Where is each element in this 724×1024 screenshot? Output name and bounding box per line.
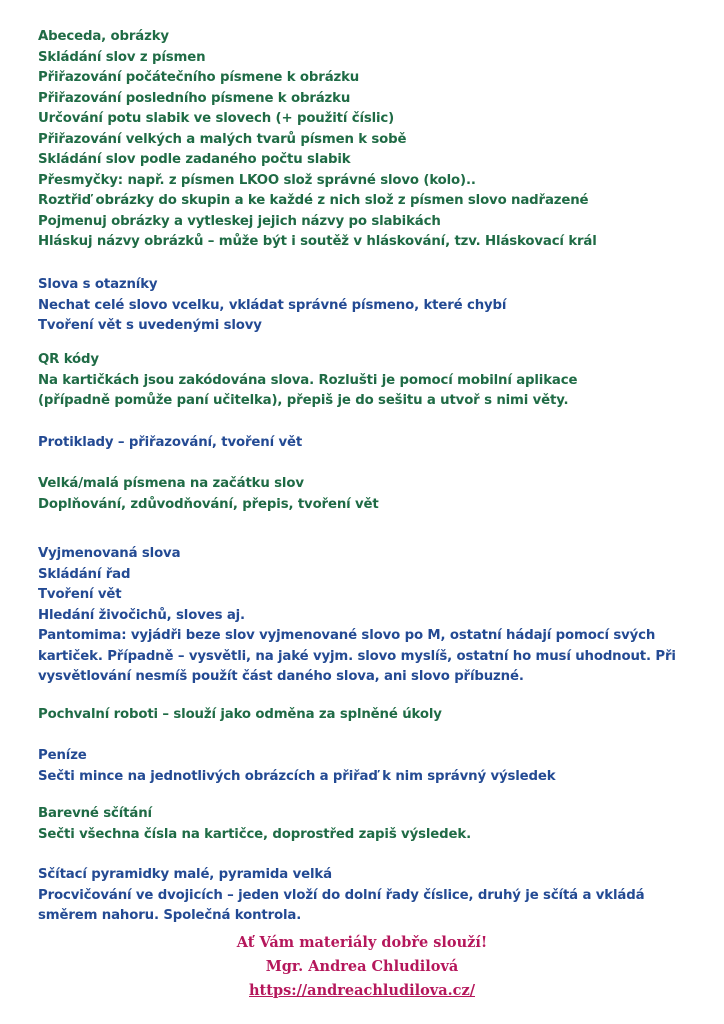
section-heading: QR kódy: [38, 352, 99, 367]
text-line: Skládání slov z písmen: [38, 49, 206, 65]
text-line: Skládání řad: [38, 566, 131, 582]
section-heading: Peníze: [38, 748, 87, 763]
text-line: Hledání živočichů, sloves aj.: [38, 607, 245, 623]
section-heading: Velká/malá písmena na začátku slov: [38, 476, 304, 491]
text-line: (případně pomůže paní učitelka), přepiš je do sešitu a utvoř s nimi věty.: [38, 393, 569, 408]
section-heading: Slova s otazníky: [38, 277, 158, 292]
text-line: Roztřiď obrázky do skupin a ke každé z nich slož z písmen slovo nadřazené: [38, 193, 589, 208]
text-line: směrem nahoru. Společná kontrola.: [38, 908, 302, 923]
text-line: Určování potu slabik ve slovech (+ použití číslic): [38, 111, 395, 126]
text-line: Sečti všechna čísla na kartičce, doprostřed zapiš výsledek.: [38, 826, 471, 842]
text-line: Pojmenuj obrázky a vytleskej jejich názvy po slabikách: [38, 213, 441, 229]
text-line: Skládání slov podle zadaného počtu slabik: [38, 152, 351, 167]
section-heading: Barevné sčítání: [38, 806, 152, 821]
text-line: Tvoření vět: [38, 587, 122, 602]
text-line: Sečti mince na jednotlivých obrázcích a přiřaď k nim správný výsledek: [38, 768, 556, 784]
text-line: Doplňování, zdůvodňování, přepis, tvoření vět: [38, 496, 379, 512]
website-link[interactable]: https://andreachludilova.cz/: [249, 982, 475, 999]
section-heading: Protiklady – přiřazování, tvoření vět: [38, 435, 303, 450]
section-heading: Vyjmenovaná slova: [38, 546, 181, 561]
text-line: Hláskuj názvy obrázků – může být i soutěž v hláskování, tzv. Hláskovací král: [38, 234, 597, 249]
footer-author: Mgr. Andrea Chludilová: [265, 958, 459, 975]
text-line: Tvoření vět s uvedenými slovy: [38, 318, 262, 333]
text-line: Pantomima: vyjádři beze slov vyjmenované slovo po M, ostatní hádají pomocí svých: [38, 628, 656, 643]
section-heading: Sčítací pyramidky malé, pyramida velká: [38, 867, 332, 882]
text-line: Abeceda, obrázky: [38, 29, 169, 44]
text-line: Na kartičkách jsou zakódována slova. Rozlušti je pomocí mobilní aplikace: [38, 372, 578, 388]
text-line: Přesmyčky: např. z písmen LKOO slož správné slovo (kolo)..: [38, 172, 476, 188]
footer-wish: Ať Vám materiály dobře slouží!: [236, 934, 488, 951]
section-heading: Pochvalní roboti – slouží jako odměna za splněné úkoly: [38, 707, 442, 722]
text-line: Přiřazování posledního písmene k obrázku: [38, 90, 351, 106]
text-line: vysvětlování nesmíš použít část daného slova, ani slovo příbuzné.: [38, 669, 524, 684]
text-line: kartiček. Případně – vysvětli, na jaké vyjm. slovo myslíš, ostatní ho musí uhodnout. Při: [38, 648, 676, 664]
text-line: Přiřazování počátečního písmene k obrázku: [38, 70, 360, 85]
text-line: Nechat celé slovo vcelku, vkládat správné písmeno, které chybí: [38, 297, 507, 313]
footer-link-row: [0, 980, 724, 1002]
text-line: Procvičování ve dvojicích – jeden vloží do dolní řady číslice, druhý je sčítá a vkládá: [38, 887, 645, 903]
text-line: Přiřazování velkých a malých tvarů písmen k sobě: [38, 131, 407, 147]
